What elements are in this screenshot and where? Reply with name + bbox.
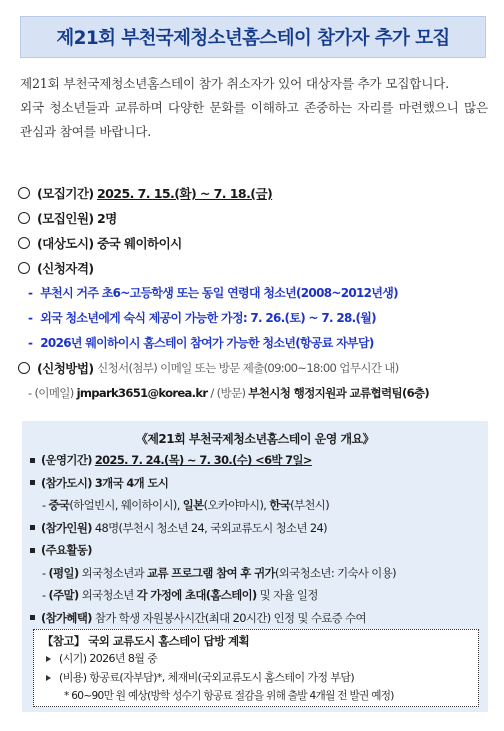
recruitment-details	[18, 180, 494, 405]
period-value: 2025. 7. 15.(화) ~ 7. 18.(금)	[96, 186, 273, 201]
circle-bullet-icon	[18, 187, 30, 199]
period-label: (모집기간)	[37, 186, 94, 201]
email-link[interactable]: jmpark3651@korea.kr	[76, 385, 208, 400]
qualification-text: 부천시 거주 초6~고등학생 또는 동일 연령대 청소년(2008~2012년생)	[40, 286, 398, 300]
circle-bullet-icon	[18, 237, 30, 249]
city-value: 중국 웨이하이시	[96, 236, 182, 251]
overview-cities-detail: - 중국 (하얼빈시, 웨이하이시), 일본 (오카야마시), 한국 (부천시)	[42, 498, 330, 513]
period-row	[18, 180, 494, 205]
count-label: (모집인원)	[37, 211, 94, 226]
overview-title: 《제21회 부천국제청소년홈스테이 운영 개요》	[135, 432, 375, 446]
overview-activities-row	[30, 539, 482, 562]
count-value: 2명	[96, 211, 117, 226]
reference-when	[42, 650, 470, 669]
intro-text	[20, 72, 488, 144]
weekend-text-3: 및 자율 일정	[259, 588, 318, 603]
page-title: 제21회 부천국제청소년홈스테이 참가자 추가 모집	[56, 28, 450, 49]
weekday-text-3: (외국청소년: 기숙사 이용)	[274, 565, 396, 580]
weekday-activity: - (평일) 외국청소년과 교류 프로그램 참여 후 귀가 (외국청소년: 기숙사 이용)	[42, 565, 396, 580]
count-row	[18, 205, 494, 230]
square-bullet-icon	[30, 525, 35, 530]
overview-benefit-value: 참가 학생 자원봉사시간(최대 20시간) 인정 및 수료증 수여	[94, 610, 366, 625]
overview-cities-value: 3개국 4개 도시	[94, 475, 169, 490]
weekday-text-2: 교류 프로그램 참여 후 귀가	[147, 565, 275, 580]
email-label: (이메일)	[34, 385, 74, 400]
square-bullet-icon	[30, 615, 35, 620]
method-row	[18, 355, 494, 380]
qualification-label: (신청자격)	[37, 261, 94, 276]
overview-people-row	[30, 517, 482, 540]
weekday-text-1: 외국청소년과	[81, 565, 145, 580]
weekend-text-1: 외국청소년	[81, 588, 134, 603]
title-banner	[20, 16, 486, 58]
overview-benefit-label: (참가혜택)	[41, 610, 92, 625]
circle-bullet-icon	[18, 362, 30, 374]
reference-box	[33, 629, 479, 707]
circle-bullet-icon	[18, 262, 30, 274]
china-cities: (하얼빈시, 웨이하이시),	[69, 498, 180, 513]
korea-cities: (부천시)	[290, 498, 330, 513]
overview-activities-label: (주요활동)	[41, 543, 92, 558]
country-china: 중국	[48, 498, 70, 513]
qualification-text: 외국 청소년에게 숙식 제공이 가능한 가정: 7. 26.(토) ~ 7. 28.(월)	[40, 311, 376, 325]
qualification-row	[18, 255, 494, 280]
visit-location: 부천시청 행정지원과 교류협력팀(6층)	[248, 385, 430, 400]
intro-paragraph-1: 제21회 부천국제청소년홈스테이 참가 취소자가 있어 대상자를 추가 모집합니다.	[20, 76, 449, 91]
qualification-item: - 2026년 웨이하이시 홈스테이 참여가 가능한 청소년(항공료 자부담)	[28, 335, 374, 350]
visit-label: (방문)	[216, 385, 246, 400]
overview-cities-label: (참가도시)	[41, 475, 92, 490]
qualification-text: 2026년 웨이하이시 홈스테이 참여가 가능한 청소년(항공료 자부담)	[40, 336, 374, 350]
overview-box	[22, 421, 488, 712]
method-label: (신청방법)	[37, 361, 94, 376]
overview-benefit-row	[30, 607, 482, 630]
circle-bullet-icon	[18, 212, 30, 224]
qualification-item: - 외국 청소년에게 숙식 제공이 가능한 가정: 7. 26.(토) ~ 7. 28.(월)	[28, 310, 376, 325]
weekend-label: (주말)	[48, 588, 79, 603]
triangle-bullet-icon	[46, 656, 51, 662]
reference-note: * 60~90만 원 예상(방학 성수기 항공료 절감을 위해 출발 4개월 전 발권 예정)	[64, 690, 394, 702]
weekend-text-2: 각 가정에 초대(홈스테이)	[136, 588, 257, 603]
square-bullet-icon	[30, 548, 35, 553]
square-bullet-icon	[30, 458, 35, 463]
reference-title: 【참고】 국외 교류도시 홈스테이 답방 계획	[42, 634, 250, 648]
city-row	[18, 230, 494, 255]
method-contact-row: - (이메일) jmpark3651@korea.kr / (방문) 부천시청 행정지원과 교류협력팀(6층)	[28, 385, 430, 400]
overview-people-label: (참가인원)	[41, 520, 92, 535]
triangle-bullet-icon	[46, 675, 51, 681]
reference-when-text: (시기) 2026년 8월 중	[59, 652, 158, 665]
country-japan: 일본	[182, 498, 204, 513]
overview-people-value: 48명(부천시 청소년 24, 국외교류도시 청소년 24)	[94, 520, 328, 535]
reference-cost-text: (비용) 항공료(자부담)*, 체재비(국외교류도시 홈스테이 가정 부담)	[59, 670, 355, 684]
weekday-label: (평일)	[48, 565, 79, 580]
reference-cost	[42, 669, 470, 688]
country-korea: 한국	[269, 498, 291, 513]
qualification-item: - 부천시 거주 초6~고등학생 또는 동일 연령대 청소년(2008~2012년생)	[28, 285, 398, 300]
city-label: (대상도시)	[37, 236, 94, 251]
weekend-activity: - (주말) 외국청소년 각 가정에 초대(홈스테이) 및 자율 일정	[42, 588, 318, 603]
square-bullet-icon	[30, 480, 35, 485]
overview-period-label: (운영기간)	[41, 453, 92, 468]
intro-paragraph-2: 외국 청소년들과 교류하며 다양한 문화를 이해하고 존중하는 자리를 마련했으니 많은 관심과 참여를 바랍니다.	[20, 100, 488, 139]
overview-period-value: 2025. 7. 24.(목) ~ 7. 30.(수) <6박 7일>	[94, 453, 312, 468]
method-value: 신청서(첨부) 이메일 또는 방문 제출(09:00~18:00 업무시간 내)	[96, 360, 399, 375]
japan-cities: (오카야마시),	[203, 498, 267, 513]
overview-list	[30, 449, 482, 629]
contact-separator: /	[210, 385, 214, 400]
overview-cities-row	[30, 472, 482, 495]
overview-period-row	[30, 449, 482, 472]
